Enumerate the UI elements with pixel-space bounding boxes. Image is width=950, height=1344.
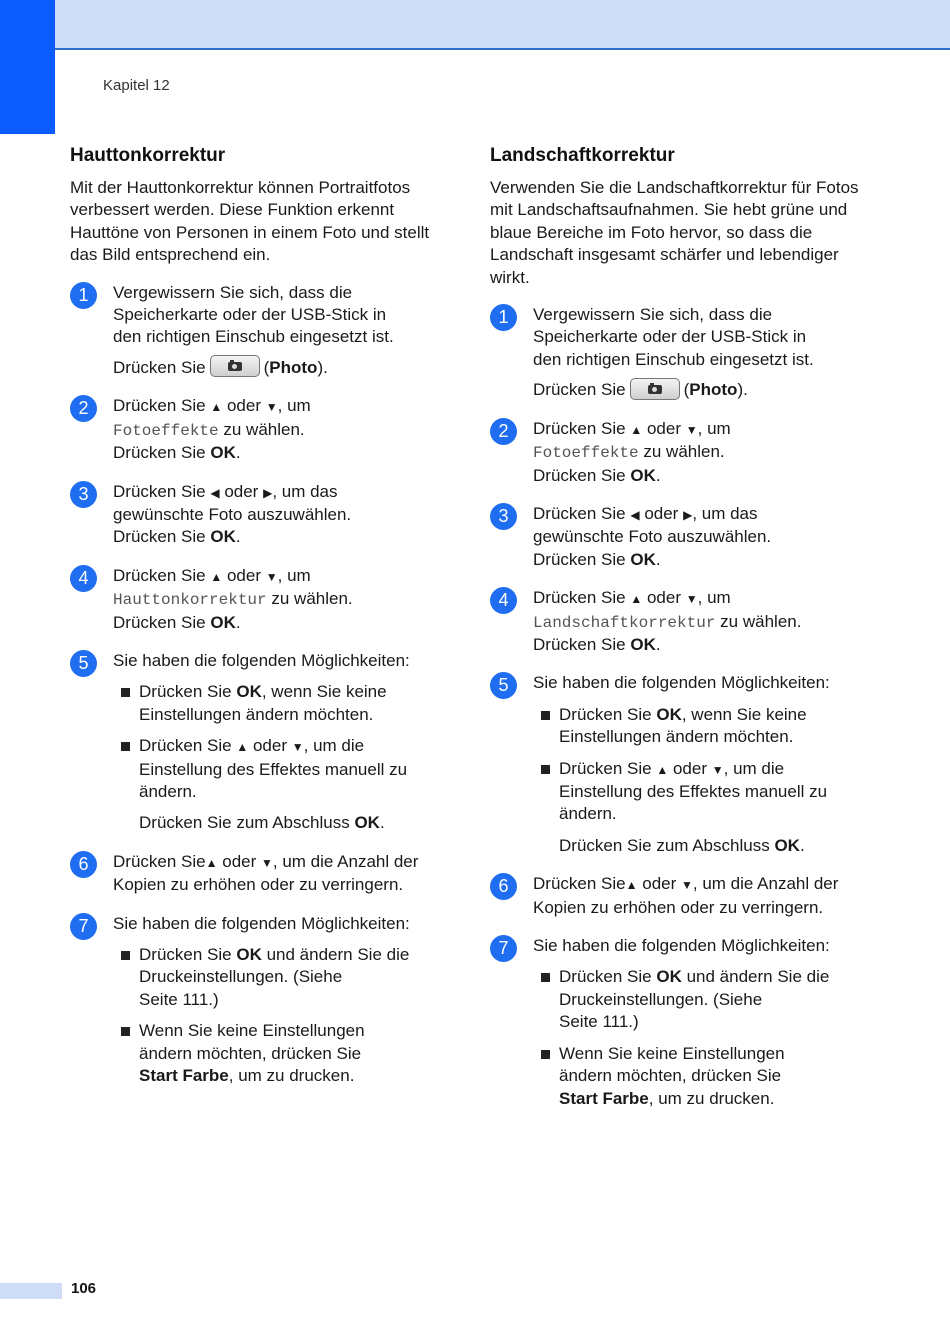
step-number: 7 [490, 935, 517, 962]
camera-icon[interactable] [210, 355, 260, 377]
step-number: 5 [490, 672, 517, 699]
option-bullet: Drücken Sie OK und ändern Sie die Druckeinstellungen. (Siehe Seite 111.) [533, 966, 865, 1033]
down-arrow-icon: ▼ [681, 878, 693, 893]
left-arrow-icon: ◀ [630, 507, 640, 522]
menu-option: Hauttonkorrektur [113, 591, 267, 610]
option-bullet: Drücken Sie OK, wenn Sie keine Einstellungen ändern möchten. [113, 681, 445, 726]
header-band [0, 0, 950, 50]
down-arrow-icon: ▼ [711, 762, 724, 777]
menu-option: Landschaftkorrektur [533, 613, 716, 632]
up-arrow-icon: ▲ [210, 400, 223, 415]
option-bullet: Wenn Sie keine Einstellungen ändern möchten, drücken Sie Start Farbe, um zu drucken. [113, 1020, 445, 1087]
camera-icon[interactable] [630, 378, 680, 400]
left-arrow-icon: ◀ [210, 485, 220, 500]
step-3: 3 Drücken Sie ◀ oder ▶, um das gewünschte Foto auszuwählen. Drücken Sie OK. [490, 503, 865, 571]
step-2: 2 Drücken Sie ▲ oder ▼, um Fotoeffekte zu wählen. Drücken Sie OK. [70, 395, 445, 464]
option-bullet: Drücken Sie ▲ oder ▼, um die Einstellung des Effektes manuell zu ändern. [533, 758, 865, 826]
step-number: 4 [70, 565, 97, 592]
chapter-label: Kapitel 12 [103, 77, 170, 94]
up-arrow-icon: ▲ [625, 878, 638, 893]
step-5: 5 Sie haben die folgenden Möglichkeiten: Drücken Sie OK, wenn Sie keine Einstellungen ändern möchten. Drücken Sie ▲ oder ▼, um die Einstellung des Effektes manuell zu ändern. Drücken Sie zum Abschluss OK. [490, 672, 865, 857]
step-number: 2 [70, 395, 97, 422]
step-number: 1 [490, 304, 517, 331]
step-number: 5 [70, 650, 97, 677]
step-7: 7 Sie haben die folgenden Möglichkeiten: Drücken Sie OK und ändern Sie die Druckeinstellungen. (Siehe Seite 111.) Wenn Sie keine Einstellungen ändern möchten, drücken Sie Start Farbe, um zu drucken. [490, 935, 865, 1110]
step-6: 6 Drücken Sie▲ oder ▼, um die Anzahl der Kopien zu erhöhen oder zu verringern. [70, 851, 445, 897]
option-bullet: Wenn Sie keine Einstellungen ändern möchten, drücken Sie Start Farbe, um zu drucken. [533, 1043, 865, 1110]
step-number: 3 [70, 481, 97, 508]
column-hauttonkorrektur [70, 145, 445, 1104]
up-arrow-icon: ▲ [205, 855, 218, 870]
down-arrow-icon: ▼ [291, 740, 304, 755]
up-arrow-icon: ▲ [630, 592, 643, 607]
up-arrow-icon: ▲ [210, 569, 223, 584]
right-arrow-icon: ▶ [263, 485, 273, 500]
option-bullet: Drücken Sie OK und ändern Sie die Druckeinstellungen. (Siehe Seite 111.) [113, 944, 445, 1011]
step-1: 1 Vergewissern Sie sich, dass die Speicherkarte oder der USB-Stick in den richtigen Einschub eingesetzt ist. Drücken Sie (Photo). [70, 282, 445, 380]
menu-option: Fotoeffekte [113, 421, 219, 440]
menu-option: Fotoeffekte [533, 444, 639, 463]
step-number: 3 [490, 503, 517, 530]
section-intro: Verwenden Sie die Landschaftkorrektur für Fotos mit Landschaftsaufnahmen. Sie hebt grüne und blaue Bereiche im Foto hervor, so dass die Landschaft insgesamt schärfer und lebendiger wirkt. [490, 178, 859, 287]
up-arrow-icon: ▲ [656, 762, 669, 777]
footer-band [0, 1283, 62, 1299]
step-7: 7 Sie haben die folgenden Möglichkeiten: Drücken Sie OK und ändern Sie die Druckeinstellungen. (Siehe Seite 111.) Wenn Sie keine Einstellungen ändern möchten, drücken Sie Start Farbe, um zu drucken. [70, 913, 445, 1088]
section-title: Landschaftkorrektur [490, 145, 675, 166]
option-note: Drücken Sie zum Abschluss OK. [139, 813, 385, 833]
option-bullet: Drücken Sie ▲ oder ▼, um die Einstellung des Effektes manuell zu ändern. [113, 735, 445, 803]
step-number: 4 [490, 587, 517, 614]
option-bullet: Drücken Sie OK, wenn Sie keine Einstellungen ändern möchten. [533, 704, 865, 749]
step-number: 6 [490, 873, 517, 900]
down-arrow-icon: ▼ [265, 400, 278, 415]
step-4: 4 Drücken Sie ▲ oder ▼, um Landschaftkorrektur zu wählen. Drücken Sie OK. [490, 587, 865, 656]
page-number: 106 [71, 1280, 97, 1297]
step-1: 1 Vergewissern Sie sich, dass die Speicherkarte oder der USB-Stick in den richtigen Einschub eingesetzt ist. Drücken Sie (Photo). [490, 304, 865, 402]
down-arrow-icon: ▼ [265, 569, 278, 584]
column-landschaftkorrektur [490, 145, 865, 1126]
step-number: 7 [70, 913, 97, 940]
option-note: Drücken Sie zum Abschluss OK. [559, 835, 805, 855]
step-number: 2 [490, 418, 517, 445]
step-5: 5 Sie haben die folgenden Möglichkeiten: Drücken Sie OK, wenn Sie keine Einstellungen ändern möchten. Drücken Sie ▲ oder ▼, um die Einstellung des Effektes manuell zu ändern. Drücken Sie zum Abschluss OK. [70, 650, 445, 835]
down-arrow-icon: ▼ [685, 592, 698, 607]
right-arrow-icon: ▶ [683, 507, 693, 522]
down-arrow-icon: ▼ [685, 422, 698, 437]
chapter-tab [0, 0, 55, 134]
step-6: 6 Drücken Sie▲ oder ▼, um die Anzahl der Kopien zu erhöhen oder zu verringern. [490, 873, 865, 919]
section-title: Hauttonkorrektur [70, 145, 226, 166]
down-arrow-icon: ▼ [261, 855, 273, 870]
up-arrow-icon: ▲ [236, 740, 249, 755]
step-number: 6 [70, 851, 97, 878]
section-intro: Mit der Hauttonkorrektur können Portraitfotos verbessert werden. Diese Funktion erkennt Hauttöne von Personen in einem Foto und stellt das Bild entsprechend ein. [70, 178, 430, 265]
step-3: 3 Drücken Sie ◀ oder ▶, um das gewünschte Foto auszuwählen. Drücken Sie OK. [70, 481, 445, 549]
step-number: 1 [70, 282, 97, 309]
step-4: 4 Drücken Sie ▲ oder ▼, um Hauttonkorrektur zu wählen. Drücken Sie OK. [70, 565, 445, 634]
up-arrow-icon: ▲ [630, 422, 643, 437]
step-2: 2 Drücken Sie ▲ oder ▼, um Fotoeffekte zu wählen. Drücken Sie OK. [490, 418, 865, 487]
